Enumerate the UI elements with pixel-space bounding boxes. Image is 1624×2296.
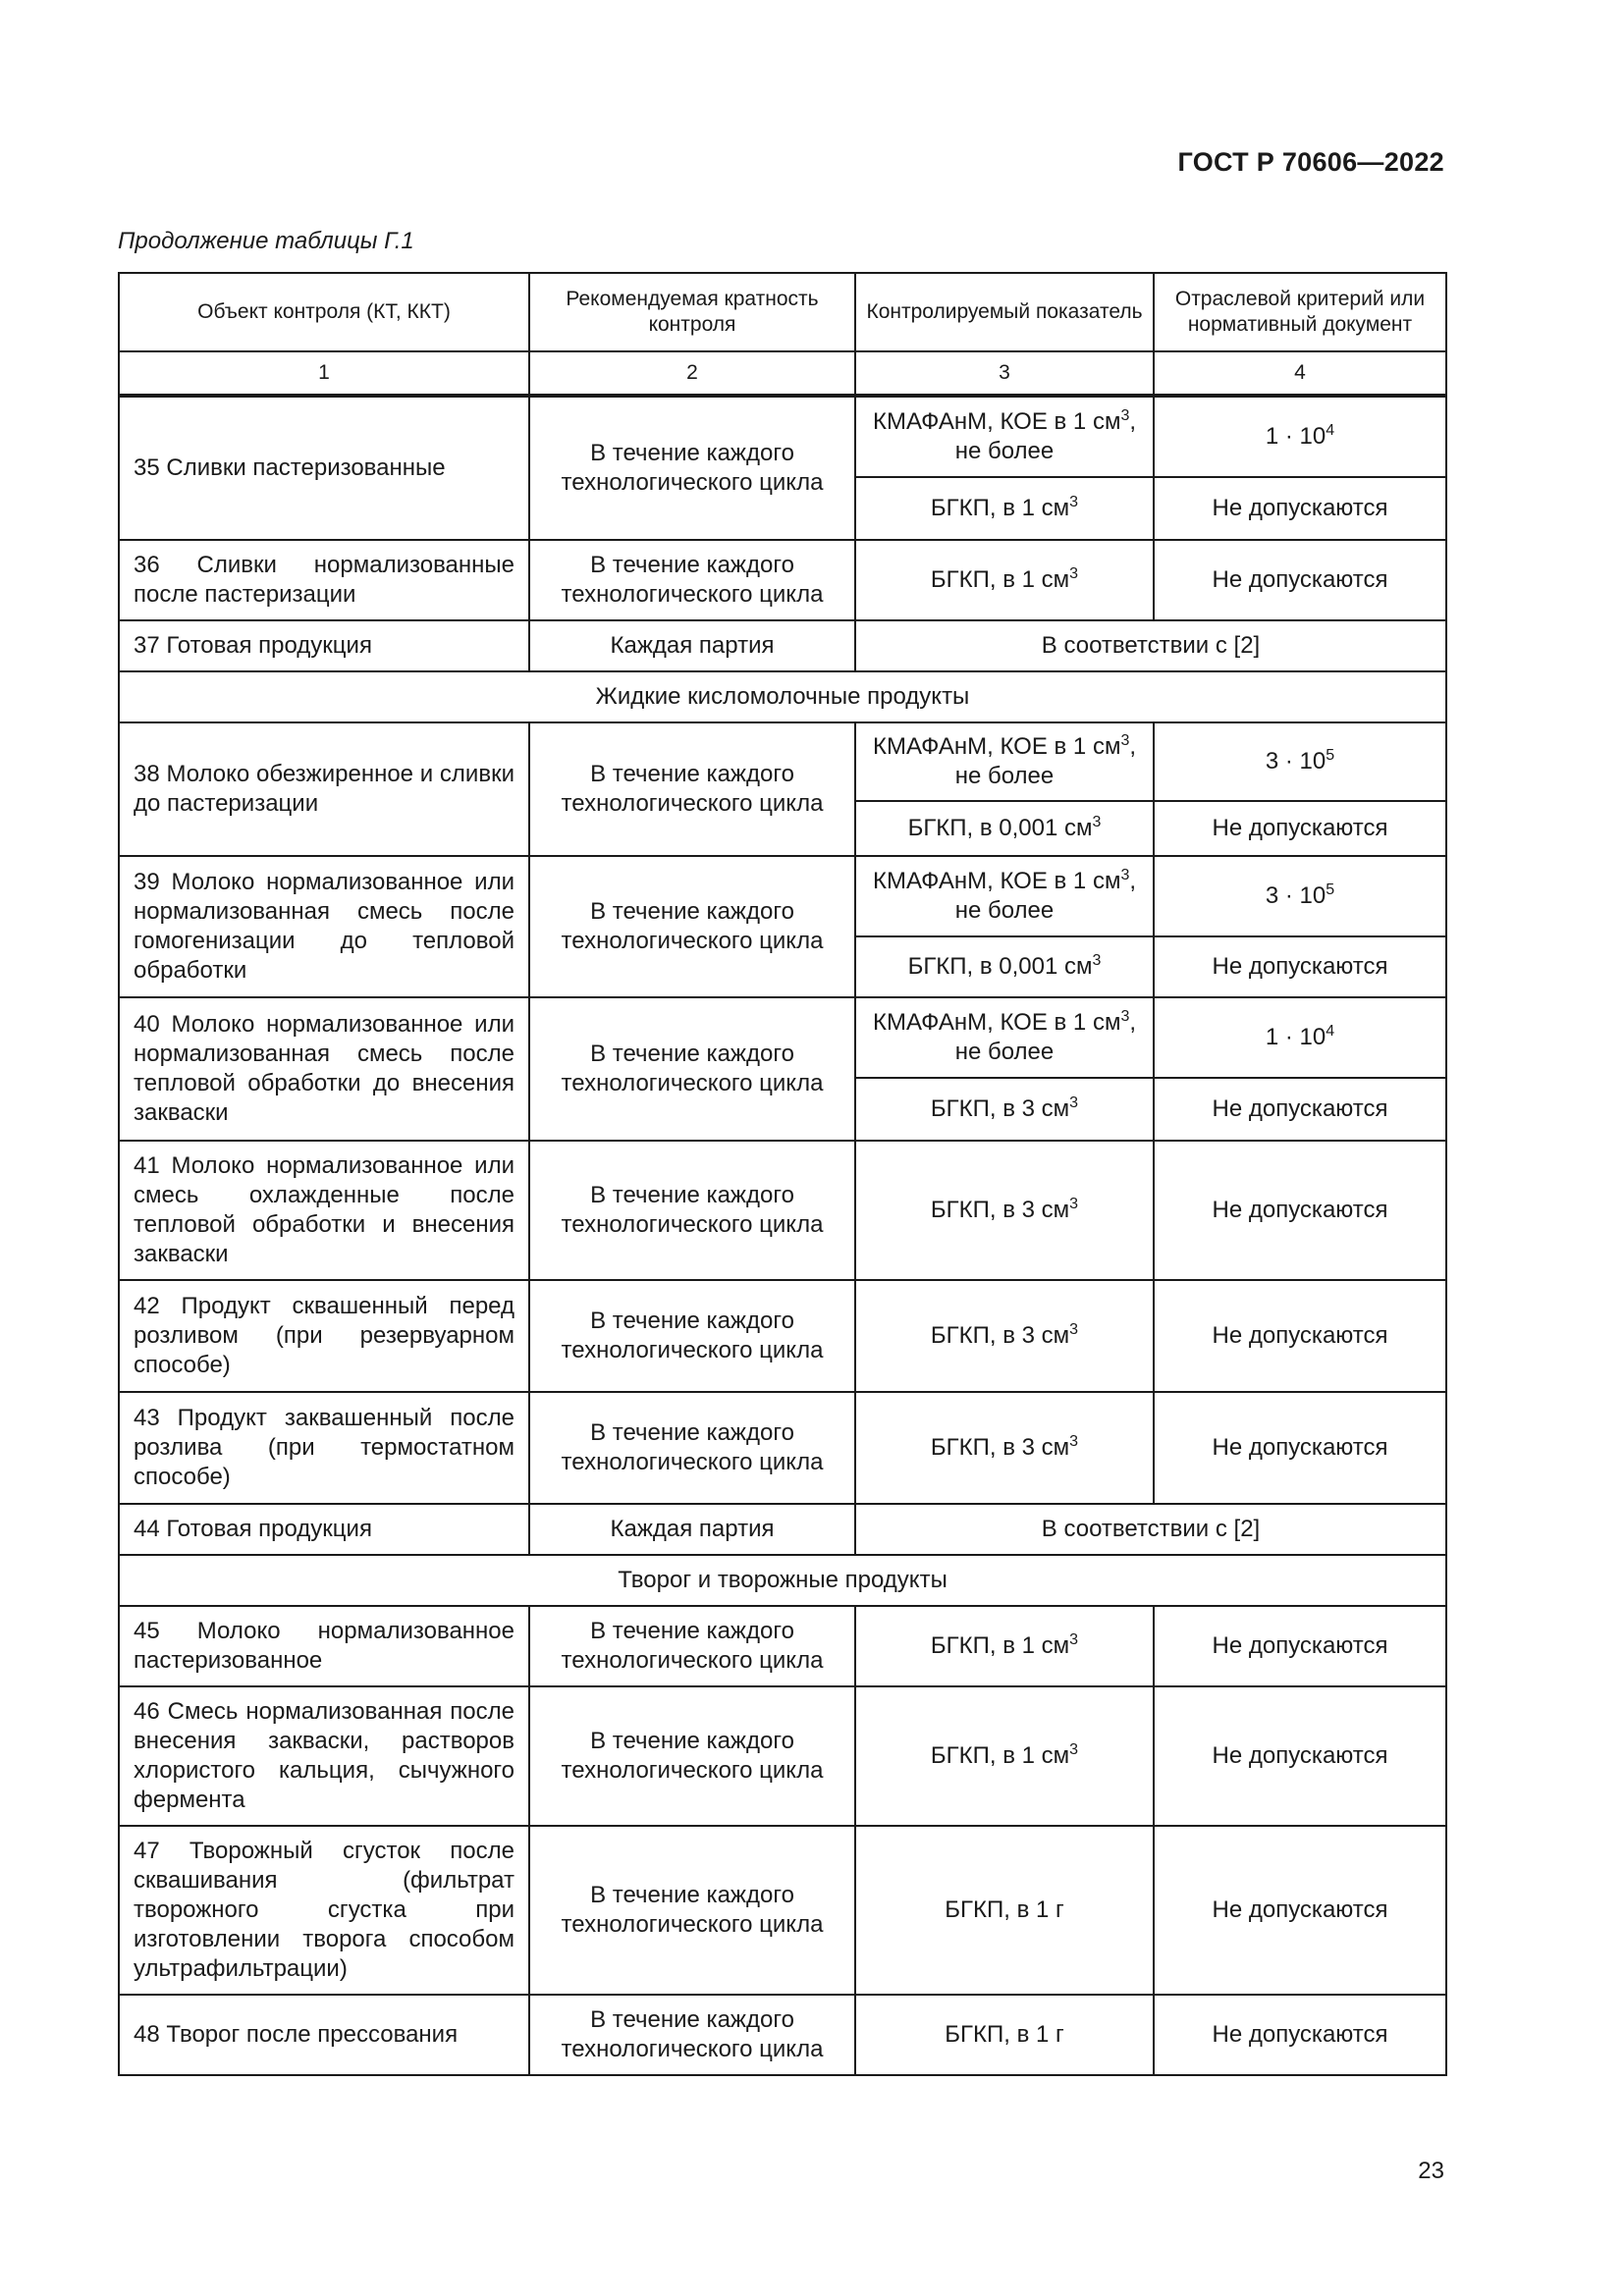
table-row	[119, 396, 1446, 477]
table-row	[119, 856, 1446, 936]
criterion-cell: Не допускаются	[1154, 1392, 1446, 1504]
table-row	[119, 1606, 1446, 1686]
column-number-row	[119, 351, 1446, 396]
frequency-cell: В течение каждого технологического цикла	[529, 1995, 855, 2075]
header-object: Объект контроля (КТ, ККТ)	[119, 273, 529, 351]
indicator-cell: БГКП, в 1 $см^3$	[855, 1606, 1154, 1686]
criterion-cell: Не допускаются	[1154, 1686, 1446, 1826]
criterion-cell: Не допускаются	[1154, 540, 1446, 620]
criterion-cell: $1 \cdot 10^4$	[1154, 997, 1446, 1078]
criterion-cell: $3 \cdot 10^5$	[1154, 722, 1446, 801]
indicator-cell: БГКП, в 3 $см^3$	[855, 1392, 1154, 1504]
frequency-cell: Каждая партия	[529, 1504, 855, 1555]
object-cell: 44 Готовая продукция	[119, 1504, 529, 1555]
frequency-cell: В течение каждого технологического цикла	[529, 396, 855, 540]
table-row	[119, 1141, 1446, 1280]
indicator-cell: БГКП, в 1 $см^3$	[855, 477, 1154, 540]
object-cell: 39 Молоко нормализованное или нормализованная смесь после гомогенизации до тепловой обработки	[119, 856, 529, 997]
indicator-cell: КМАФАнМ, КОЕ в 1 $см^3$, не более	[855, 856, 1154, 936]
section-heading: Творог и творожные продукты	[119, 1555, 1446, 1606]
object-cell: 43 Продукт заквашенный после розлива (при термостатном способе)	[119, 1392, 529, 1504]
criterion-cell: Не допускаются	[1154, 1606, 1446, 1686]
criterion-cell: Не допускаются	[1154, 1826, 1446, 1995]
control-table	[118, 272, 1447, 2076]
frequency-cell: В течение каждого технологического цикла	[529, 1280, 855, 1392]
indicator-cell: БГКП, в 1 $см^3$	[855, 540, 1154, 620]
frequency-cell: В течение каждого технологического цикла	[529, 1392, 855, 1504]
header-row	[119, 273, 1446, 351]
criterion-cell: Не допускаются	[1154, 801, 1446, 856]
frequency-cell: Каждая партия	[529, 620, 855, 671]
merged-criterion-cell: В соответствии с [2]	[855, 620, 1446, 671]
frequency-cell: В течение каждого технологического цикла	[529, 1141, 855, 1280]
table-row	[119, 1995, 1446, 2075]
column-number: 4	[1154, 351, 1446, 396]
indicator-cell: БГКП, в 1 г	[855, 1995, 1154, 2075]
indicator-cell: БГКП, в 0,001 $см^3$	[855, 801, 1154, 856]
object-cell: 38 Молоко обезжиренное и сливки до пастеризации	[119, 722, 529, 856]
object-cell: 42 Продукт сквашенный перед розливом (при резервуарном способе)	[119, 1280, 529, 1392]
object-cell: 45 Молоко нормализованное пастеризованное	[119, 1606, 529, 1686]
indicator-cell: БГКП, в 0,001 $см^3$	[855, 936, 1154, 997]
column-number: 3	[855, 351, 1154, 396]
table-row	[119, 1280, 1446, 1392]
header-frequency: Рекомендуемая кратность контроля	[529, 273, 855, 351]
indicator-cell: БГКП, в 3 $см^3$	[855, 1141, 1154, 1280]
criterion-cell: Не допускаются	[1154, 1141, 1446, 1280]
object-cell: 35 Сливки пастеризованные	[119, 396, 529, 540]
object-cell: 47 Творожный сгусток после сквашивания (фильтрат творожного сгустка при изготовлении творога способом ультрафильтрации)	[119, 1826, 529, 1995]
table-row	[119, 1826, 1446, 1995]
page-number: 23	[1418, 2158, 1444, 2184]
indicator-cell: КМАФАнМ, КОЕ в 1 $см^3$, не более	[855, 722, 1154, 801]
merged-criterion-cell: В соответствии с [2]	[855, 1504, 1446, 1555]
frequency-cell: В течение каждого технологического цикла	[529, 997, 855, 1141]
indicator-cell: КМАФАнМ, КОЕ в 1 $см^3$, не более	[855, 997, 1154, 1078]
table-row	[119, 540, 1446, 620]
table-row	[119, 997, 1446, 1078]
indicator-cell: КМАФАнМ, КОЕ в 1 $см^3$, не более	[855, 396, 1154, 477]
object-cell: 46 Смесь нормализованная после внесения закваски, растворов хлористого кальция, сычужного фермента	[119, 1686, 529, 1826]
criterion-cell: Не допускаются	[1154, 1078, 1446, 1141]
criterion-cell: $1 \cdot 10^4$	[1154, 396, 1446, 477]
section-row	[119, 671, 1446, 722]
object-cell: 40 Молоко нормализованное или нормализованная смесь после тепловой обработки до внесения закваски	[119, 997, 529, 1141]
criterion-cell: Не допускаются	[1154, 477, 1446, 540]
object-cell: 36 Сливки нормализованные после пастеризации	[119, 540, 529, 620]
table-caption: Продолжение таблицы Г.1	[118, 228, 414, 254]
criterion-cell: Не допускаются	[1154, 1995, 1446, 2075]
indicator-cell: БГКП, в 3 $см^3$	[855, 1280, 1154, 1392]
document-code: ГОСТ Р 70606—2022	[1177, 147, 1444, 177]
object-cell: 48 Творог после прессования	[119, 1995, 529, 2075]
frequency-cell: В течение каждого технологического цикла	[529, 856, 855, 997]
frequency-cell: В течение каждого технологического цикла	[529, 1686, 855, 1826]
table-row	[119, 620, 1446, 671]
section-row	[119, 1555, 1446, 1606]
indicator-cell: БГКП, в 3 $см^3$	[855, 1078, 1154, 1141]
object-cell: 37 Готовая продукция	[119, 620, 529, 671]
table-row	[119, 1686, 1446, 1826]
section-heading: Жидкие кисломолочные продукты	[119, 671, 1446, 722]
object-cell: 41 Молоко нормализованное или смесь охлажденные после тепловой обработки и внесения закваски	[119, 1141, 529, 1280]
frequency-cell: В течение каждого технологического цикла	[529, 1826, 855, 1995]
criterion-cell: Не допускаются	[1154, 936, 1446, 997]
frequency-cell: В течение каждого технологического цикла	[529, 540, 855, 620]
indicator-cell: БГКП, в 1 г	[855, 1826, 1154, 1995]
criterion-cell: Не допускаются	[1154, 1280, 1446, 1392]
criterion-cell: $3 \cdot 10^5$	[1154, 856, 1446, 936]
header-indicator: Контролируемый показатель	[855, 273, 1154, 351]
indicator-cell: БГКП, в 1 $см^3$	[855, 1686, 1154, 1826]
frequency-cell: В течение каждого технологического цикла	[529, 1606, 855, 1686]
column-number: 2	[529, 351, 855, 396]
table-row	[119, 722, 1446, 801]
frequency-cell: В течение каждого технологического цикла	[529, 722, 855, 856]
column-number: 1	[119, 351, 529, 396]
table-row	[119, 1392, 1446, 1504]
table-row	[119, 1504, 1446, 1555]
header-criterion: Отраслевой критерий или нормативный документ	[1154, 273, 1446, 351]
